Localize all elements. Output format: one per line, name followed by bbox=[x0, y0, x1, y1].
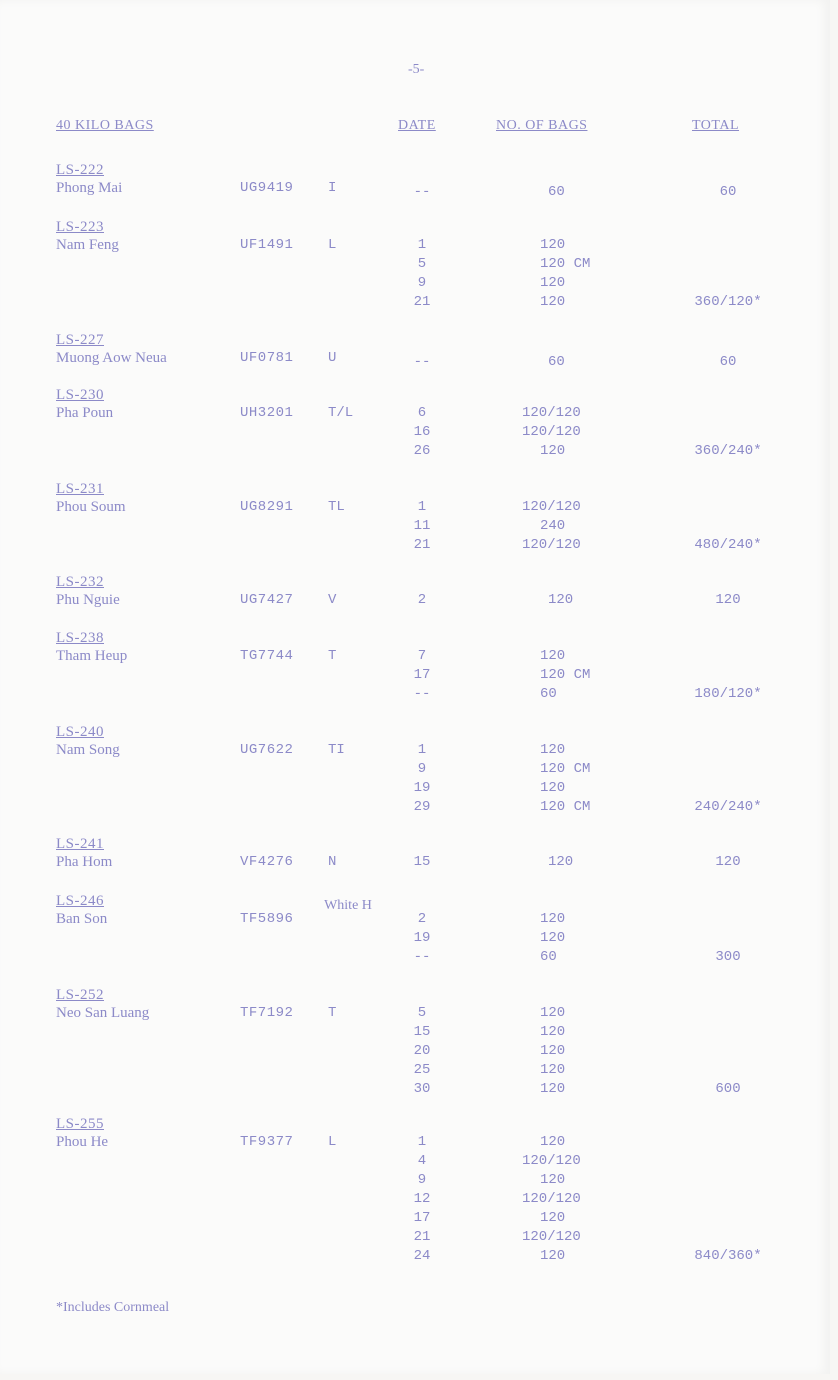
bag-count: 120 bbox=[540, 275, 566, 291]
bag-count: 120 bbox=[540, 930, 566, 946]
map-code: I bbox=[328, 180, 337, 196]
site-code: LS-232 bbox=[56, 574, 104, 590]
grid-reference: UF1491 bbox=[240, 237, 294, 253]
delivery-date: 7 bbox=[417, 648, 427, 664]
delivery-date: 24 bbox=[413, 1248, 431, 1264]
bag-count: 120/120 bbox=[522, 424, 581, 440]
delivery-date: 9 bbox=[417, 1172, 427, 1188]
bag-count: 120 bbox=[540, 1248, 566, 1264]
bag-count: 120 bbox=[540, 1062, 566, 1078]
bag-count: 120 CM bbox=[540, 256, 591, 272]
map-code: T/L bbox=[328, 405, 354, 421]
grid-reference: TF5896 bbox=[240, 911, 294, 927]
delivery-date: 21 bbox=[413, 294, 431, 310]
bag-count: 120 bbox=[540, 648, 566, 664]
grid-reference: UG8291 bbox=[240, 499, 294, 515]
delivery-date: 4 bbox=[417, 1153, 427, 1169]
bag-count: 120 bbox=[540, 911, 566, 927]
delivery-date: 21 bbox=[413, 1229, 431, 1245]
delivery-date: 6 bbox=[417, 405, 427, 421]
delivery-date: 2 bbox=[417, 911, 427, 927]
bag-count: 240 bbox=[540, 518, 566, 534]
bag-count: 120 bbox=[540, 443, 566, 459]
delivery-date: 25 bbox=[413, 1062, 431, 1078]
map-code: TI bbox=[328, 742, 345, 758]
bag-count: 60 bbox=[548, 354, 565, 370]
delivery-date: 1 bbox=[417, 742, 427, 758]
map-code: T bbox=[328, 648, 337, 664]
bag-count: 120 CM bbox=[540, 799, 591, 815]
delivery-date: -- bbox=[413, 949, 431, 965]
delivery-date: 17 bbox=[413, 667, 431, 683]
delivery-date: 21 bbox=[413, 537, 431, 553]
header-date: DATE bbox=[398, 118, 436, 133]
bag-count: 120 bbox=[540, 780, 566, 796]
map-code: White H bbox=[324, 898, 372, 913]
map-code: U bbox=[328, 350, 337, 366]
grid-reference: TG7744 bbox=[240, 648, 294, 664]
header-category: 40 KILO BAGS bbox=[56, 118, 154, 133]
site-total: 60 bbox=[719, 354, 737, 370]
delivery-date: 15 bbox=[413, 854, 431, 870]
delivery-date: 11 bbox=[413, 518, 431, 534]
bag-count: 60 bbox=[548, 184, 565, 200]
bag-count: 120 bbox=[540, 1172, 566, 1188]
bag-count: 120 bbox=[540, 1005, 566, 1021]
site-name: Phu Nguie bbox=[56, 592, 120, 608]
site-code: LS-241 bbox=[56, 836, 104, 852]
header-total: TOTAL bbox=[692, 118, 740, 133]
site-total: 60 bbox=[719, 184, 737, 200]
bag-count: 120 bbox=[548, 592, 574, 608]
delivery-date: 1 bbox=[417, 237, 427, 253]
site-total: 120 bbox=[715, 592, 741, 608]
delivery-date: 9 bbox=[417, 275, 427, 291]
site-code: LS-231 bbox=[56, 481, 104, 497]
bag-count: 120/120 bbox=[522, 499, 581, 515]
bag-count: 60 bbox=[540, 949, 557, 965]
delivery-date: -- bbox=[413, 686, 431, 702]
page-number: -5- bbox=[408, 62, 425, 77]
delivery-date: -- bbox=[413, 354, 431, 370]
site-name: Pha Hom bbox=[56, 854, 113, 870]
site-code: LS-223 bbox=[56, 219, 104, 235]
bag-count: 120/120 bbox=[522, 1191, 581, 1207]
site-total: 840/360* bbox=[694, 1248, 762, 1264]
map-code: N bbox=[328, 854, 337, 870]
delivery-date: 20 bbox=[413, 1043, 431, 1059]
bag-count: 120 bbox=[548, 854, 574, 870]
bag-count: 120/120 bbox=[522, 1229, 581, 1245]
grid-reference: UG9419 bbox=[240, 180, 294, 196]
bag-count: 60 bbox=[540, 686, 557, 702]
delivery-date: 16 bbox=[413, 424, 431, 440]
bag-count: 120 bbox=[540, 742, 566, 758]
bag-count: 120 CM bbox=[540, 761, 591, 777]
site-name: Nam Song bbox=[56, 742, 120, 758]
grid-reference: TF9377 bbox=[240, 1134, 294, 1150]
delivery-date: 15 bbox=[413, 1024, 431, 1040]
delivery-date: 12 bbox=[413, 1191, 431, 1207]
delivery-date: 19 bbox=[413, 930, 431, 946]
site-name: Neo San Luang bbox=[56, 1005, 150, 1021]
site-code: LS-252 bbox=[56, 987, 104, 1003]
site-total: 480/240* bbox=[694, 537, 762, 553]
site-name: Phou Soum bbox=[56, 499, 126, 515]
delivery-date: 9 bbox=[417, 761, 427, 777]
delivery-date: 26 bbox=[413, 443, 431, 459]
site-name: Muong Aow Neua bbox=[56, 350, 167, 366]
map-code: L bbox=[328, 237, 337, 253]
delivery-date: 17 bbox=[413, 1210, 431, 1226]
bag-count: 120 bbox=[540, 1134, 566, 1150]
map-code: V bbox=[328, 592, 337, 608]
site-name: Tham Heup bbox=[56, 648, 128, 664]
map-code: T bbox=[328, 1005, 337, 1021]
delivery-date: 5 bbox=[417, 1005, 427, 1021]
site-total: 360/240* bbox=[694, 443, 762, 459]
site-total: 600 bbox=[715, 1081, 741, 1097]
bag-count: 120/120 bbox=[522, 1153, 581, 1169]
grid-reference: UG7622 bbox=[240, 742, 294, 758]
site-code: LS-246 bbox=[56, 893, 104, 909]
bag-count: 120/120 bbox=[522, 405, 581, 421]
grid-reference: UF0781 bbox=[240, 350, 294, 366]
delivery-date: 5 bbox=[417, 256, 427, 272]
site-total: 240/240* bbox=[694, 799, 762, 815]
delivery-date: 1 bbox=[417, 499, 427, 515]
footnote: *Includes Cornmeal bbox=[56, 1300, 170, 1315]
bag-count: 120 bbox=[540, 1043, 566, 1059]
map-code: L bbox=[328, 1134, 337, 1150]
site-total: 120 bbox=[715, 854, 741, 870]
bag-count: 120 bbox=[540, 1210, 566, 1226]
bag-count: 120 bbox=[540, 1081, 566, 1097]
bag-count: 120 bbox=[540, 237, 566, 253]
site-total: 180/120* bbox=[694, 686, 762, 702]
site-name: Ban Son bbox=[56, 911, 108, 927]
grid-reference: TF7192 bbox=[240, 1005, 294, 1021]
site-name: Phou He bbox=[56, 1134, 109, 1150]
delivery-date: 19 bbox=[413, 780, 431, 796]
site-code: LS-240 bbox=[56, 724, 104, 740]
grid-reference: UG7427 bbox=[240, 592, 294, 608]
site-total: 360/120* bbox=[694, 294, 762, 310]
site-name: Pha Poun bbox=[56, 405, 114, 421]
site-code: LS-227 bbox=[56, 332, 104, 348]
delivery-date: 1 bbox=[417, 1134, 427, 1150]
site-code: LS-230 bbox=[56, 387, 104, 403]
site-total: 300 bbox=[715, 949, 741, 965]
site-code: LS-255 bbox=[56, 1116, 104, 1132]
map-code: TL bbox=[328, 499, 345, 515]
site-name: Nam Feng bbox=[56, 237, 119, 253]
delivery-date: -- bbox=[413, 184, 431, 200]
delivery-date: 29 bbox=[413, 799, 431, 815]
header-bags: NO. OF BAGS bbox=[496, 118, 588, 133]
bag-count: 120 bbox=[540, 294, 566, 310]
site-name: Phong Mai bbox=[56, 180, 123, 196]
site-code: LS-238 bbox=[56, 630, 104, 646]
delivery-date: 2 bbox=[417, 592, 427, 608]
grid-reference: UH3201 bbox=[240, 405, 294, 421]
bag-count: 120 bbox=[540, 1024, 566, 1040]
site-code: LS-222 bbox=[56, 162, 104, 178]
bag-count: 120/120 bbox=[522, 537, 581, 553]
grid-reference: VF4276 bbox=[240, 854, 294, 870]
bag-count: 120 CM bbox=[540, 667, 591, 683]
delivery-date: 30 bbox=[413, 1081, 431, 1097]
